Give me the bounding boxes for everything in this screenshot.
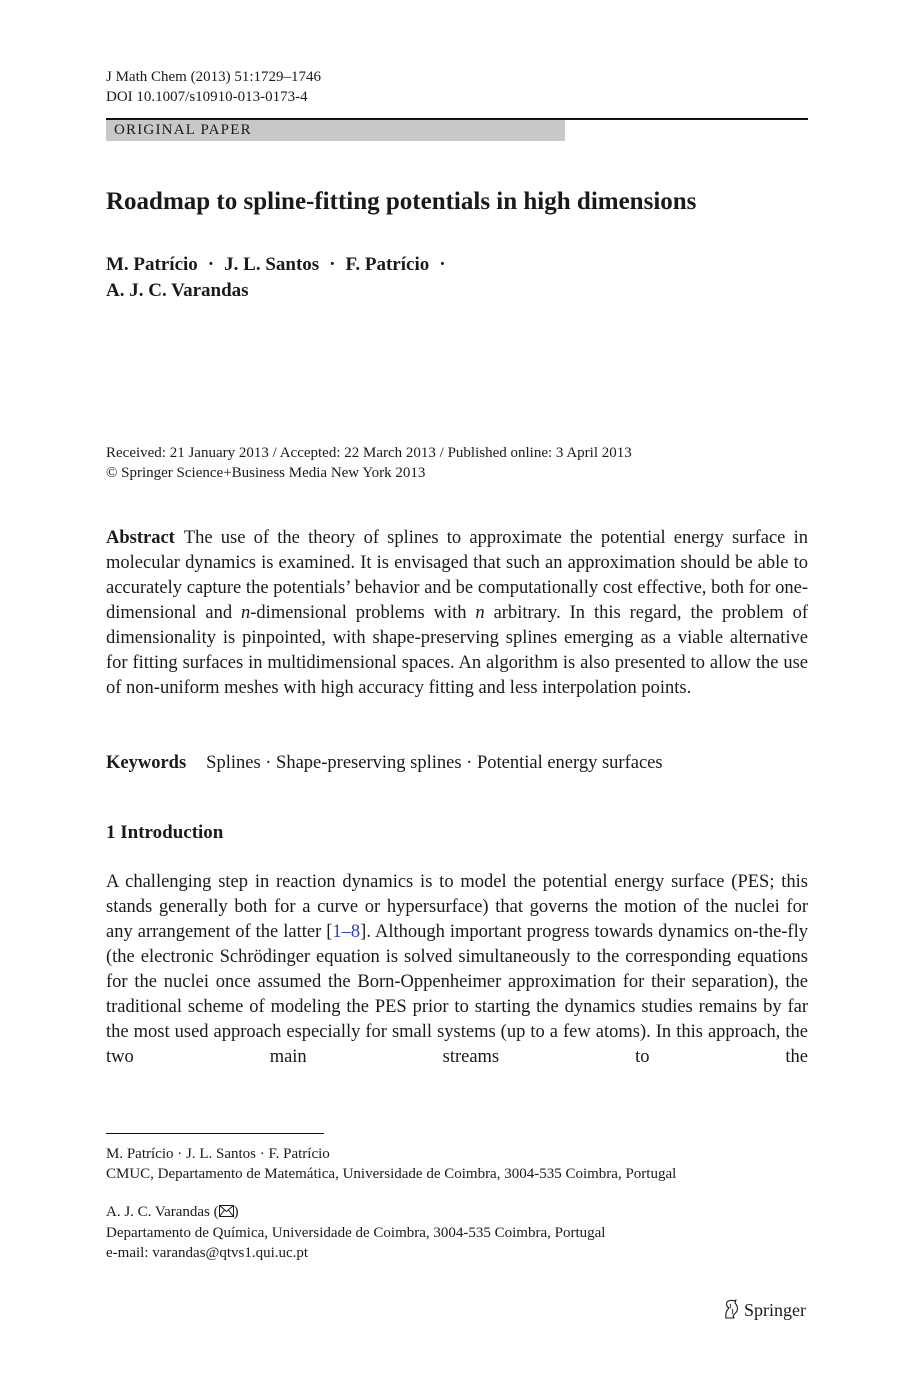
author-name: F. Patrício — [345, 254, 430, 275]
footnote-authors: M. Patrício · J. L. Santos · F. Patrício — [106, 1146, 330, 1162]
envelope-icon — [219, 1203, 234, 1223]
doi: DOI 10.1007/s10910-013-0173-4 — [106, 89, 308, 105]
keywords — [106, 751, 663, 776]
footnote-affiliation: CMUC, Departamento de Matemática, Universidade de Coimbra, 3004-535 Coimbra, Portugal — [106, 1166, 677, 1182]
publisher-name: Springer — [744, 1300, 806, 1320]
corresponding-author: A. J. C. Varandas ( ) — [106, 1202, 605, 1223]
author-name: A. J. C. Varandas — [106, 280, 249, 301]
abstract-variable: n — [475, 603, 485, 623]
author-list — [106, 252, 456, 304]
author-separator: · — [207, 254, 215, 275]
author-separator: · — [439, 254, 446, 275]
author-separator: · — [329, 254, 336, 275]
footnote-affiliation-1 — [106, 1144, 676, 1184]
keywords-label: Keywords — [106, 753, 187, 773]
author-name: J. L. Santos — [224, 254, 320, 275]
springer-logo — [722, 1298, 806, 1322]
footnote-affiliation: Departamento de Química, Universidade de Coimbra, 3004-535 Coimbra, Portugal — [106, 1225, 606, 1241]
paper-title: Roadmap to spline-fitting potentials in high dimensions — [106, 188, 697, 215]
footnote-affiliation-2 — [106, 1202, 605, 1263]
springer-horse-icon — [722, 1300, 744, 1320]
publication-dates — [106, 443, 632, 483]
abstract — [106, 526, 808, 701]
intro-text: A challenging step in reaction dynamics is to model the potential energy surface (PES; this stands generally both for a curve or hypersurface) that governs the motion of the nuclei for any arrangement of the latter [ — [106, 872, 808, 942]
abstract-text: -dimensional problems with — [250, 603, 476, 623]
keywords-text: Splines · Shape-preserving splines · Potential energy surfaces — [206, 753, 663, 773]
date-history: Received: 21 January 2013 / Accepted: 22 March 2013 / Published online: 3 April 2013 — [106, 445, 632, 461]
footnote-rule — [106, 1133, 324, 1134]
abstract-text: arbitrary. In this regard, the problem of dimensionality is pinpointed, with shape-preserving splines emerging as a viable alternative for fitting surfaces in multidimensional spaces. An algorithm is also presented to allow the use of non-uniform meshes with high accuracy fitting and less interpolation points. — [106, 603, 808, 698]
copyright-line: © Springer Science+Business Media New York 2013 — [106, 465, 426, 481]
paper-type-label: ORIGINAL PAPER — [114, 122, 252, 138]
abstract-text: The use of the theory of splines to approximate the potential energy surface in molecular dynamics is examined. It is envisaged that such an approximation should be able to accurately capture the potentials’ behavior and be computationally cost effective, both for one-dimensional and — [106, 528, 808, 623]
journal-info — [106, 67, 321, 107]
introduction-paragraph — [106, 870, 808, 1070]
journal-citation: J Math Chem (2013) 51:1729–1746 — [106, 69, 321, 85]
abstract-variable: n — [241, 603, 251, 623]
author-name: M. Patrício — [106, 254, 198, 275]
intro-text: ]. Although important progress towards dynamics on-the-fly (the electronic Schrödinger equation is solved simultaneously to the corresponding equations for the nuclei once assumed the Born-Oppenheimer approximation for their separation), the traditional scheme of modeling the PES prior to starting the dynamics studies remains by far the most used approach especially for small systems (up to a few atoms). In this approach, the two main streams to the — [106, 922, 808, 1067]
section-heading: 1 Introduction — [106, 822, 224, 843]
abstract-label: Abstract — [106, 528, 175, 548]
citation-link[interactable]: 1–8 — [332, 922, 361, 942]
footnote-email: e-mail: varandas@qtvs1.qui.uc.pt — [106, 1245, 309, 1261]
